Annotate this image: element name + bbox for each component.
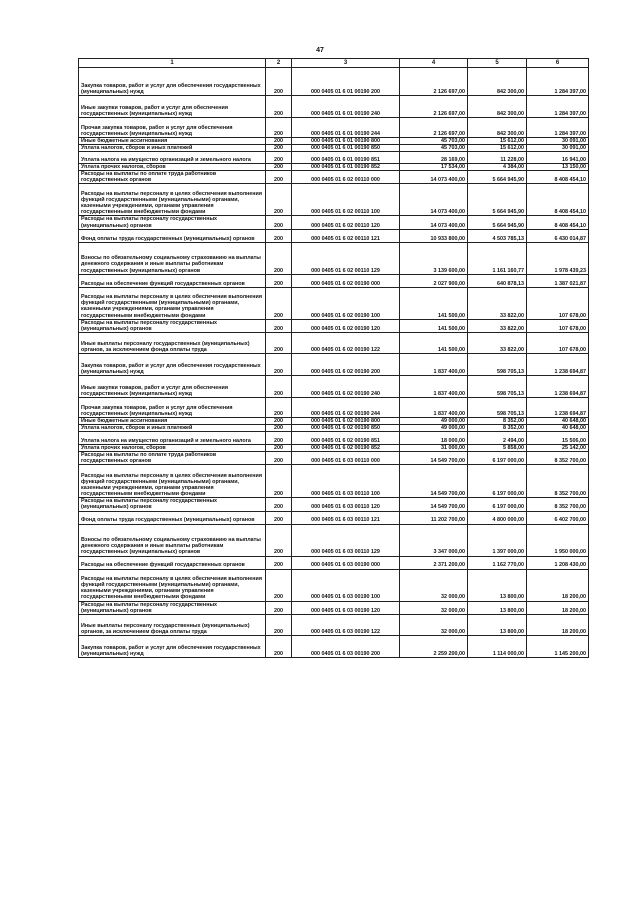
executed-amount-cell: 5 664 945,90: [468, 171, 527, 184]
table-row: [79, 635, 589, 657]
approved-amount-cell: 1 837 400,00: [400, 397, 468, 417]
expense-name-cell: Расходы на выплаты персоналу в целях обеспечения выполнения функций государственными (муниципальными) органами, казенными учреждениями, органами управления государственными внебюджетными фондами: [79, 184, 266, 216]
line-code-cell: 200: [266, 118, 292, 138]
column-header: 3: [292, 59, 400, 68]
line-code-cell: 200: [266, 498, 292, 511]
expense-name-cell: Расходы на выплаты персоналу государственных (муниципальных) органов: [79, 601, 266, 614]
column-header: 1: [79, 59, 266, 68]
line-code-cell: 200: [266, 556, 292, 569]
line-code-cell: 200: [266, 229, 292, 242]
expense-name-cell: Прочая закупка товаров, работ и услуг для обеспечения государственных (муниципальных) нужд: [79, 118, 266, 138]
remaining-amount-cell: 18 200,00: [527, 614, 589, 635]
budget-classification-cell: 000 0405 01 6 02 00190 122: [292, 332, 400, 353]
line-code-cell: 200: [266, 287, 292, 319]
approved-amount-cell: 2 371 200,00: [400, 556, 468, 569]
line-code-cell: 200: [266, 353, 292, 375]
executed-amount-cell: 5 858,00: [468, 445, 527, 452]
executed-amount-cell: 8 352,00: [468, 417, 527, 424]
approved-amount-cell: 14 549 700,00: [400, 465, 468, 498]
approved-amount-cell: 2 126 697,00: [400, 96, 468, 118]
executed-amount-cell: 13 800,00: [468, 569, 527, 601]
budget-classification-cell: 000 0405 01 6 02 00190 852: [292, 445, 400, 452]
budget-classification-cell: 000 0405 01 6 03 00110 000: [292, 452, 400, 465]
approved-amount-cell: 32 000,00: [400, 569, 468, 601]
table-row: [79, 556, 589, 569]
executed-amount-cell: 6 197 000,00: [468, 498, 527, 511]
line-code-cell: 200: [266, 452, 292, 465]
executed-amount-cell: 598 705,13: [468, 397, 527, 417]
expense-name-cell: Взносы по обязательному социальному страхованию на выплаты денежного содержания и иные выплаты работникам государственных (муниципальных) органов: [79, 242, 266, 274]
budget-classification-cell: 000 0405 01 6 03 00190 100: [292, 569, 400, 601]
executed-amount-cell: 33 822,00: [468, 319, 527, 332]
approved-amount-cell: 2 126 697,00: [400, 68, 468, 96]
budget-classification-cell: 000 0405 01 6 02 00190 100: [292, 287, 400, 319]
remaining-amount-cell: 1 238 694,87: [527, 353, 589, 375]
expense-name-cell: Расходы на выплаты персоналу в целях обеспечения выполнения функций государственными (муниципальными) органами, казенными учреждениями, органами управления государственными внебюджетными фондами: [79, 465, 266, 498]
table-row: [79, 229, 589, 242]
line-code-cell: 200: [266, 569, 292, 601]
expense-name-cell: Взносы по обязательному социальному страхованию на выплаты денежного содержания и иные выплаты работникам государственных (муниципальных) органов: [79, 524, 266, 556]
expense-name-cell: Прочая закупка товаров, работ и услуг для обеспечения государственных (муниципальных) нужд: [79, 397, 266, 417]
approved-amount-cell: 18 000,00: [400, 432, 468, 445]
executed-amount-cell: 640 878,13: [468, 274, 527, 287]
remaining-amount-cell: 1 284 397,00: [527, 118, 589, 138]
approved-amount-cell: 14 549 700,00: [400, 498, 468, 511]
executed-amount-cell: 15 612,00: [468, 138, 527, 145]
table-body: [79, 68, 589, 658]
budget-classification-cell: 000 0405 01 6 02 00190 120: [292, 319, 400, 332]
approved-amount-cell: 3 347 000,00: [400, 524, 468, 556]
table-row: [79, 424, 589, 431]
approved-amount-cell: 14 073 400,00: [400, 216, 468, 229]
budget-classification-cell: 000 0405 01 6 02 00190 240: [292, 375, 400, 397]
executed-amount-cell: 5 664 945,90: [468, 216, 527, 229]
table-row: [79, 171, 589, 184]
remaining-amount-cell: 1 950 000,00: [527, 524, 589, 556]
executed-amount-cell: 598 705,13: [468, 353, 527, 375]
table-row: [79, 68, 589, 96]
line-code-cell: 200: [266, 524, 292, 556]
remaining-amount-cell: 1 284 397,00: [527, 68, 589, 96]
remaining-amount-cell: 1 208 430,00: [527, 556, 589, 569]
remaining-amount-cell: 25 142,00: [527, 445, 589, 452]
budget-classification-cell: 000 0405 01 6 03 00110 129: [292, 524, 400, 556]
table-row: [79, 353, 589, 375]
table-row: [79, 152, 589, 164]
table-row: [79, 397, 589, 417]
remaining-amount-cell: 107 678,00: [527, 332, 589, 353]
line-code-cell: 200: [266, 96, 292, 118]
remaining-amount-cell: 30 091,00: [527, 138, 589, 145]
table-row: [79, 524, 589, 556]
expense-name-cell: Закупка товаров, работ и услуг для обеспечения государственных (муниципальных) нужд: [79, 68, 266, 96]
table-row: [79, 601, 589, 614]
column-header: 5: [468, 59, 527, 68]
budget-classification-cell: 000 0405 01 6 01 00190 850: [292, 145, 400, 152]
budget-classification-cell: 000 0405 01 6 02 00190 851: [292, 432, 400, 445]
expense-name-cell: Иные выплаты персоналу государственных (муниципальных) органов, за исключением фонда оплаты труда: [79, 614, 266, 635]
expense-name-cell: Уплата налога на имущество организаций и земельного налога: [79, 432, 266, 445]
remaining-amount-cell: 107 678,00: [527, 287, 589, 319]
remaining-amount-cell: 1 387 021,87: [527, 274, 589, 287]
expense-name-cell: Расходы на обеспечение функций государственных органов: [79, 274, 266, 287]
line-code-cell: 200: [266, 332, 292, 353]
budget-classification-cell: 000 0405 01 6 03 00190 000: [292, 556, 400, 569]
budget-classification-cell: 000 0405 01 6 01 00190 240: [292, 96, 400, 118]
budget-classification-cell: 000 0405 01 6 02 00190 200: [292, 353, 400, 375]
expense-name-cell: Иные бюджетные ассигнования: [79, 417, 266, 424]
table-row: [79, 138, 589, 145]
column-header: 6: [527, 59, 589, 68]
approved-amount-cell: 141 500,00: [400, 287, 468, 319]
executed-amount-cell: 8 352,00: [468, 424, 527, 431]
remaining-amount-cell: 13 150,00: [527, 164, 589, 171]
line-code-cell: 200: [266, 274, 292, 287]
table-row: [79, 145, 589, 152]
executed-amount-cell: 6 197 000,00: [468, 452, 527, 465]
budget-classification-cell: 000 0405 01 6 03 00190 120: [292, 601, 400, 614]
budget-classification-cell: 000 0405 01 6 01 00190 800: [292, 138, 400, 145]
expense-name-cell: Иные закупки товаров, работ и услуг для обеспечения государственных (муниципальных) нужд: [79, 375, 266, 397]
remaining-amount-cell: 8 408 454,10: [527, 216, 589, 229]
table-row: [79, 164, 589, 171]
line-code-cell: 200: [266, 445, 292, 452]
executed-amount-cell: 15 612,00: [468, 145, 527, 152]
approved-amount-cell: 11 202 700,00: [400, 511, 468, 524]
column-header: 2: [266, 59, 292, 68]
expense-name-cell: Расходы на выплаты по оплате труда работников государственных органов: [79, 452, 266, 465]
approved-amount-cell: 14 073 400,00: [400, 184, 468, 216]
approved-amount-cell: 32 000,00: [400, 614, 468, 635]
budget-classification-cell: 000 0405 01 6 03 00110 100: [292, 465, 400, 498]
expense-name-cell: Уплата налога на имущество организаций и земельного налога: [79, 152, 266, 164]
budget-classification-cell: 000 0405 01 6 01 00190 200: [292, 68, 400, 96]
line-code-cell: 200: [266, 145, 292, 152]
remaining-amount-cell: 8 352 700,00: [527, 498, 589, 511]
remaining-amount-cell: 1 145 200,00: [527, 635, 589, 657]
expense-name-cell: Фонд оплаты труда государственных (муниципальных) органов: [79, 511, 266, 524]
remaining-amount-cell: 1 284 397,00: [527, 96, 589, 118]
line-code-cell: 200: [266, 319, 292, 332]
approved-amount-cell: 14 073 400,00: [400, 171, 468, 184]
expense-name-cell: Иные бюджетные ассигнования: [79, 138, 266, 145]
remaining-amount-cell: 8 352 700,00: [527, 465, 589, 498]
budget-classification-cell: 000 0405 01 6 03 00190 122: [292, 614, 400, 635]
remaining-amount-cell: 18 200,00: [527, 569, 589, 601]
expense-name-cell: Расходы на выплаты персоналу государственных (муниципальных) органов: [79, 319, 266, 332]
executed-amount-cell: 2 494,00: [468, 432, 527, 445]
budget-classification-cell: 000 0405 01 6 01 00190 852: [292, 164, 400, 171]
line-code-cell: 200: [266, 68, 292, 96]
line-code-cell: 200: [266, 171, 292, 184]
expense-name-cell: Уплата налогов, сборов и иных платежей: [79, 145, 266, 152]
approved-amount-cell: 45 703,00: [400, 145, 468, 152]
executed-amount-cell: 842 300,00: [468, 118, 527, 138]
executed-amount-cell: 598 705,13: [468, 375, 527, 397]
table-row: [79, 432, 589, 445]
column-header: 4: [400, 59, 468, 68]
remaining-amount-cell: 6 402 700,00: [527, 511, 589, 524]
approved-amount-cell: 1 837 400,00: [400, 375, 468, 397]
executed-amount-cell: 842 300,00: [468, 68, 527, 96]
line-code-cell: 200: [266, 432, 292, 445]
expense-name-cell: Расходы на выплаты по оплате труда работников государственных органов: [79, 171, 266, 184]
executed-amount-cell: 4 503 785,13: [468, 229, 527, 242]
line-code-cell: 200: [266, 152, 292, 164]
line-code-cell: 200: [266, 184, 292, 216]
table-row: [79, 417, 589, 424]
remaining-amount-cell: 40 648,00: [527, 417, 589, 424]
budget-classification-cell: 000 0405 01 6 02 00110 121: [292, 229, 400, 242]
executed-amount-cell: 1 161 160,77: [468, 242, 527, 274]
budget-table-container: [78, 58, 588, 658]
table-row: [79, 184, 589, 216]
approved-amount-cell: 1 837 400,00: [400, 353, 468, 375]
budget-classification-cell: 000 0405 01 6 02 00110 000: [292, 171, 400, 184]
table-row: [79, 465, 589, 498]
expense-name-cell: Расходы на обеспечение функций государственных органов: [79, 556, 266, 569]
approved-amount-cell: 28 169,00: [400, 152, 468, 164]
table-row: [79, 614, 589, 635]
remaining-amount-cell: 8 408 454,10: [527, 184, 589, 216]
approved-amount-cell: 2 126 697,00: [400, 118, 468, 138]
executed-amount-cell: 33 822,00: [468, 332, 527, 353]
expense-name-cell: Расходы на выплаты персоналу государственных (муниципальных) органов: [79, 498, 266, 511]
approved-amount-cell: 141 500,00: [400, 332, 468, 353]
line-code-cell: 200: [266, 424, 292, 431]
executed-amount-cell: 4 384,00: [468, 164, 527, 171]
remaining-amount-cell: 15 506,00: [527, 432, 589, 445]
expense-name-cell: Уплата налогов, сборов и иных платежей: [79, 424, 266, 431]
remaining-amount-cell: 18 200,00: [527, 601, 589, 614]
expense-name-cell: Уплата прочих налогов, сборов: [79, 445, 266, 452]
budget-classification-cell: 000 0405 01 6 01 00190 851: [292, 152, 400, 164]
table-row: [79, 242, 589, 274]
budget-classification-cell: 000 0405 01 6 02 00190 850: [292, 424, 400, 431]
line-code-cell: 200: [266, 164, 292, 171]
table-row: [79, 216, 589, 229]
table-row: [79, 498, 589, 511]
table-row: [79, 319, 589, 332]
table-row: [79, 445, 589, 452]
expense-name-cell: Расходы на выплаты персоналу в целях обеспечения выполнения функций государственными (муниципальными) органами, казенными учреждениями, органами управления государственными внебюджетными фондами: [79, 287, 266, 319]
executed-amount-cell: 842 300,00: [468, 96, 527, 118]
table-row: [79, 332, 589, 353]
remaining-amount-cell: 16 941,00: [527, 152, 589, 164]
remaining-amount-cell: 8 408 454,10: [527, 171, 589, 184]
approved-amount-cell: 17 534,00: [400, 164, 468, 171]
remaining-amount-cell: 40 648,00: [527, 424, 589, 431]
remaining-amount-cell: 6 430 014,87: [527, 229, 589, 242]
table-row: [79, 511, 589, 524]
table-row: [79, 375, 589, 397]
approved-amount-cell: 10 933 800,00: [400, 229, 468, 242]
table-row: [79, 569, 589, 601]
approved-amount-cell: 2 027 900,00: [400, 274, 468, 287]
table-row: [79, 96, 589, 118]
budget-classification-cell: 000 0405 01 6 02 00190 000: [292, 274, 400, 287]
line-code-cell: 200: [266, 635, 292, 657]
expense-name-cell: Расходы на выплаты персоналу государственных (муниципальных) органов: [79, 216, 266, 229]
table-row: [79, 274, 589, 287]
budget-classification-cell: 000 0405 01 6 03 00190 200: [292, 635, 400, 657]
approved-amount-cell: 2 259 200,00: [400, 635, 468, 657]
remaining-amount-cell: 107 678,00: [527, 319, 589, 332]
executed-amount-cell: 5 664 945,90: [468, 184, 527, 216]
budget-table: [78, 58, 589, 658]
executed-amount-cell: 1 162 770,00: [468, 556, 527, 569]
expense-name-cell: Иные закупки товаров, работ и услуг для обеспечения государственных (муниципальных) нужд: [79, 96, 266, 118]
budget-classification-cell: 000 0405 01 6 03 00110 121: [292, 511, 400, 524]
line-code-cell: 200: [266, 465, 292, 498]
budget-classification-cell: 000 0405 01 6 02 00190 800: [292, 417, 400, 424]
table-row: [79, 118, 589, 138]
executed-amount-cell: 11 228,00: [468, 152, 527, 164]
expense-name-cell: Расходы на выплаты персоналу в целях обеспечения выполнения функций государственными (муниципальными) органами, казенными учреждениями, органами управления государственными внебюджетными фондами: [79, 569, 266, 601]
table-row: [79, 287, 589, 319]
budget-classification-cell: 000 0405 01 6 01 00190 244: [292, 118, 400, 138]
remaining-amount-cell: 1 238 694,87: [527, 397, 589, 417]
budget-classification-cell: 000 0405 01 6 02 00190 244: [292, 397, 400, 417]
executed-amount-cell: 33 822,00: [468, 287, 527, 319]
executed-amount-cell: 13 800,00: [468, 614, 527, 635]
line-code-cell: 200: [266, 601, 292, 614]
column-number-row: [79, 59, 589, 68]
budget-classification-cell: 000 0405 01 6 03 00110 120: [292, 498, 400, 511]
line-code-cell: 200: [266, 614, 292, 635]
budget-classification-cell: 000 0405 01 6 02 00110 129: [292, 242, 400, 274]
line-code-cell: 200: [266, 242, 292, 274]
approved-amount-cell: 45 703,00: [400, 138, 468, 145]
approved-amount-cell: 141 500,00: [400, 319, 468, 332]
expense-name-cell: Закупка товаров, работ и услуг для обеспечения государственных (муниципальных) нужд: [79, 353, 266, 375]
executed-amount-cell: 1 114 000,00: [468, 635, 527, 657]
expense-name-cell: Закупка товаров, работ и услуг для обеспечения государственных (муниципальных) нужд: [79, 635, 266, 657]
approved-amount-cell: 49 000,00: [400, 417, 468, 424]
line-code-cell: 200: [266, 216, 292, 229]
page-number: 47: [316, 47, 324, 54]
line-code-cell: 200: [266, 511, 292, 524]
expense-name-cell: Фонд оплаты труда государственных (муниципальных) органов: [79, 229, 266, 242]
budget-classification-cell: 000 0405 01 6 02 00110 100: [292, 184, 400, 216]
remaining-amount-cell: 30 091,00: [527, 145, 589, 152]
executed-amount-cell: 13 800,00: [468, 601, 527, 614]
executed-amount-cell: 4 800 000,00: [468, 511, 527, 524]
table-row: [79, 452, 589, 465]
line-code-cell: 200: [266, 138, 292, 145]
line-code-cell: 200: [266, 417, 292, 424]
budget-classification-cell: 000 0405 01 6 02 00110 120: [292, 216, 400, 229]
expense-name-cell: Уплата прочих налогов, сборов: [79, 164, 266, 171]
executed-amount-cell: 6 197 000,00: [468, 465, 527, 498]
expense-name-cell: Иные выплаты персоналу государственных (муниципальных) органов, за исключением фонда оплаты труда: [79, 332, 266, 353]
approved-amount-cell: 31 000,00: [400, 445, 468, 452]
approved-amount-cell: 14 549 700,00: [400, 452, 468, 465]
approved-amount-cell: 49 000,00: [400, 424, 468, 431]
approved-amount-cell: 3 139 600,00: [400, 242, 468, 274]
line-code-cell: 200: [266, 397, 292, 417]
approved-amount-cell: 32 000,00: [400, 601, 468, 614]
remaining-amount-cell: 1 238 694,87: [527, 375, 589, 397]
executed-amount-cell: 1 397 000,00: [468, 524, 527, 556]
line-code-cell: 200: [266, 375, 292, 397]
remaining-amount-cell: 8 352 700,00: [527, 452, 589, 465]
remaining-amount-cell: 1 978 439,23: [527, 242, 589, 274]
